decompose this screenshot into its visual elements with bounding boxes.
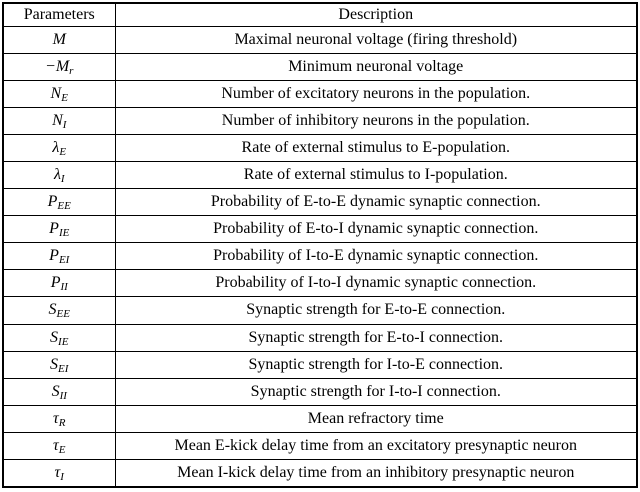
- param-subscript: E: [59, 146, 67, 159]
- param-symbol: N: [50, 85, 62, 103]
- table-body: [3, 27, 637, 488]
- param-symbol: N: [52, 112, 63, 130]
- description-cell: Number of inhibitory neurons in the population.: [115, 108, 637, 135]
- table-row: [3, 81, 637, 108]
- param-subscript: II: [60, 281, 68, 294]
- table-row: [3, 27, 637, 54]
- param-symbol: P: [49, 247, 59, 265]
- param-symbol: S: [50, 355, 59, 373]
- description-cell: Synaptic strength for E-to-E connection.: [115, 297, 637, 324]
- table-row: [3, 216, 637, 243]
- table-row: [3, 135, 637, 162]
- description-cell: Mean E-kick delay time from an excitatory presynaptic neuron: [115, 432, 637, 459]
- param-subscript: IE: [58, 227, 70, 240]
- param-subscript: II: [59, 389, 67, 402]
- table-row: [3, 297, 637, 324]
- param-cell: [3, 459, 115, 487]
- param-symbol: −M: [45, 58, 70, 76]
- parameters-header: Parameters: [3, 3, 115, 27]
- description-cell: Synaptic strength for E-to-I connection.: [115, 324, 637, 351]
- param-subscript: EI: [58, 362, 69, 375]
- param-cell: [3, 243, 115, 270]
- description-cell: Number of excitatory neurons in the population.: [115, 81, 637, 108]
- description-cell: Mean refractory time: [115, 405, 637, 432]
- param-symbol: τ: [53, 409, 59, 427]
- table-row: [3, 108, 637, 135]
- param-symbol: P: [50, 274, 61, 292]
- param-cell: [3, 270, 115, 297]
- param-subscript: EE: [57, 200, 71, 213]
- param-cell: [3, 378, 115, 405]
- table-row: [3, 162, 637, 189]
- table-row: [3, 459, 637, 487]
- description-cell: Synaptic strength for I-to-I connection.: [115, 378, 637, 405]
- param-symbol: S: [50, 328, 59, 346]
- param-subscript: E: [58, 443, 66, 456]
- param-cell: [3, 432, 115, 459]
- table-row: [3, 243, 637, 270]
- table-row: [3, 270, 637, 297]
- description-cell: Probability of E-to-E dynamic synaptic connection.: [115, 189, 637, 216]
- param-symbol: S: [48, 301, 57, 319]
- description-cell: Rate of external stimulus to E-population.: [115, 135, 637, 162]
- param-subscript: E: [61, 92, 68, 105]
- param-subscript: I: [62, 119, 67, 132]
- param-cell: [3, 351, 115, 378]
- param-subscript: I: [60, 470, 64, 483]
- param-symbol: S: [51, 382, 60, 400]
- param-symbol: τ: [53, 436, 59, 454]
- param-subscript: IE: [58, 335, 69, 348]
- table-row: [3, 351, 637, 378]
- param-subscript: EE: [56, 308, 70, 321]
- table-row: [3, 54, 637, 81]
- param-cell: [3, 216, 115, 243]
- param-symbol: τ: [54, 463, 61, 481]
- param-cell: [3, 297, 115, 324]
- description-header: Description: [115, 3, 637, 27]
- table-row: [3, 405, 637, 432]
- param-cell: [3, 189, 115, 216]
- table-row: [3, 378, 637, 405]
- param-subscript: I: [60, 173, 65, 186]
- param-symbol: P: [49, 220, 59, 238]
- description-cell: Probability of I-to-I dynamic synaptic connection.: [115, 270, 637, 297]
- param-cell: [3, 135, 115, 162]
- param-symbol: λ: [52, 139, 60, 157]
- param-cell: [3, 27, 115, 54]
- param-symbol: λ: [53, 166, 61, 184]
- description-cell: Probability of E-to-I dynamic synaptic connection.: [115, 216, 637, 243]
- table-row: [3, 324, 637, 351]
- param-subscript: R: [58, 416, 66, 429]
- table-row: [3, 189, 637, 216]
- header-row: [3, 3, 637, 27]
- param-cell: [3, 324, 115, 351]
- description-cell: Probability of I-to-E dynamic synaptic connection.: [115, 243, 637, 270]
- param-subscript: r: [69, 65, 74, 78]
- description-cell: Minimum neuronal voltage: [115, 54, 637, 81]
- param-cell: [3, 54, 115, 81]
- param-symbol: M: [52, 31, 66, 49]
- param-symbol: P: [47, 193, 58, 211]
- parameters-table: [2, 2, 638, 488]
- param-cell: [3, 108, 115, 135]
- description-cell: Maximal neuronal voltage (firing threshold): [115, 27, 637, 54]
- description-cell: Mean I-kick delay time from an inhibitory presynaptic neuron: [115, 459, 637, 487]
- description-cell: Synaptic strength for I-to-E connection.: [115, 351, 637, 378]
- description-cell: Rate of external stimulus to I-population.: [115, 162, 637, 189]
- table-row: [3, 432, 637, 459]
- param-cell: [3, 162, 115, 189]
- param-subscript: EI: [58, 254, 70, 267]
- param-cell: [3, 405, 115, 432]
- param-cell: [3, 81, 115, 108]
